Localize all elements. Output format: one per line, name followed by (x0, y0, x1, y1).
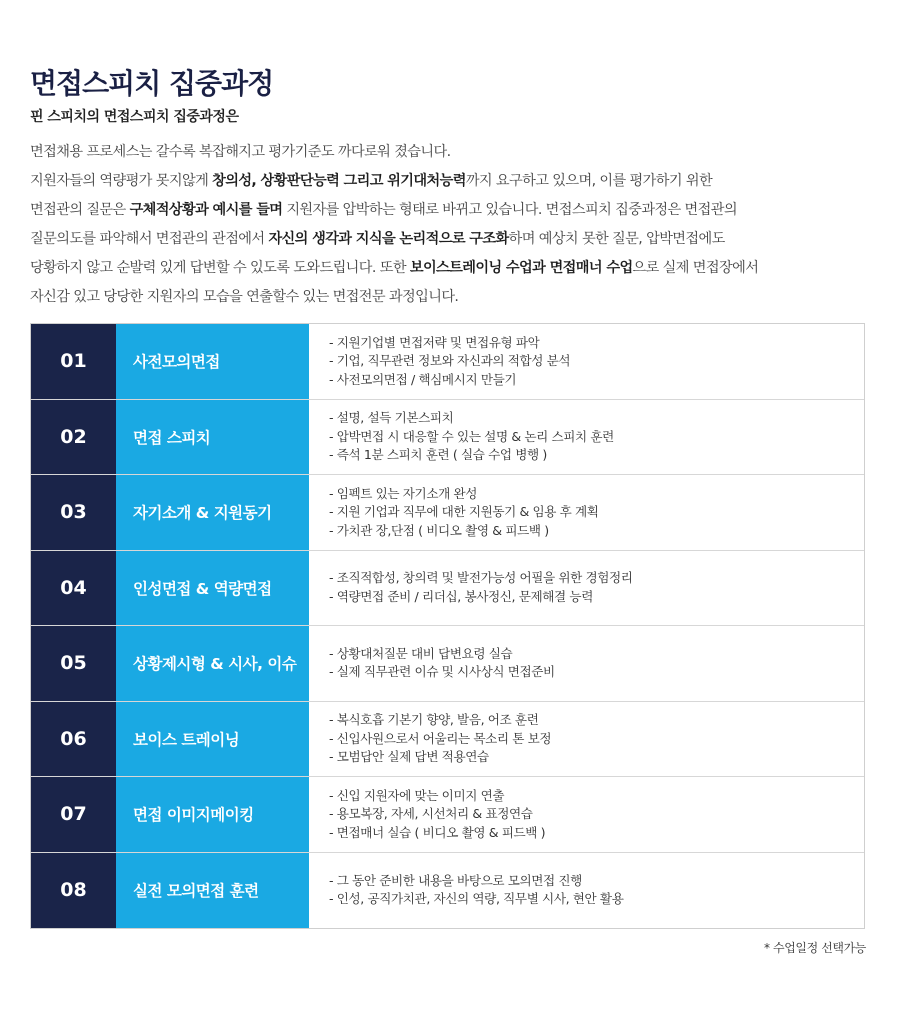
course-item: - 지원 기업과 직무에 대한 지원동기 & 임용 후 계획 (329, 504, 599, 519)
course-description (309, 400, 864, 475)
intro-segment: 면접채용 프로세스는 갈수록 복잡해지고 평가기준도 까다로워 졌습니다. (30, 144, 451, 160)
intro-segment: 자신감 있고 당당한 지원자의 모습을 연출할수 있는 면접전문 과정입니다. (30, 289, 459, 305)
intro-text (30, 138, 880, 312)
intro-line (30, 283, 880, 312)
course-description (309, 853, 864, 929)
course-description (309, 702, 864, 777)
course-description (309, 324, 864, 399)
intro-line (30, 196, 880, 225)
course-row (31, 551, 864, 627)
course-description (309, 475, 864, 550)
course-number: 01 (31, 324, 116, 399)
intro-segment: 으로 실제 면접장에서 (632, 260, 759, 276)
intro-highlight: 보이스트레이닝 수업과 면접매너 수업 (409, 260, 633, 276)
course-name: 실전 모의면접 훈련 (116, 853, 309, 929)
page-title: 면접스피치 집중과정 (30, 67, 274, 100)
course-number: 03 (31, 475, 116, 550)
course-item: - 지원기업별 면접저략 및 면접유형 파악 (329, 334, 540, 350)
intro-line (30, 138, 880, 167)
course-item: - 사전모의면접 / 핵심메시지 만들기 (329, 371, 517, 387)
course-name: 상황제시형 & 시사, 이슈 (116, 626, 309, 701)
course-name: 사전모의면접 (116, 324, 309, 399)
course-item: - 기업, 직무관련 정보와 자신과의 적합성 분석 (329, 353, 571, 368)
page-subtitle: 핀 스피치의 면접스피치 집중과정은 (30, 109, 239, 125)
course-row (31, 626, 864, 702)
course-item: - 압박면접 시 대응할 수 있는 설명 & 논리 스피치 훈련 (329, 428, 614, 444)
course-row (31, 777, 864, 853)
course-description (309, 551, 864, 626)
course-number: 06 (31, 702, 116, 777)
intro-highlight: 창의성, 상황판단능력 그리고 위기대처능력 (212, 173, 466, 189)
course-name: 면접 스피치 (116, 400, 309, 475)
intro-highlight: 자신의 생각과 지식을 논리적으로 구조화 (268, 231, 509, 247)
course-number: 08 (31, 853, 116, 929)
course-item: - 임펙트 있는 자기소개 완성 (329, 485, 477, 501)
course-name: 인성면접 & 역량면접 (116, 551, 309, 626)
course-row (31, 702, 864, 778)
intro-line (30, 225, 880, 254)
course-row (31, 324, 864, 400)
course-name: 보이스 트레이닝 (116, 702, 309, 777)
schedule-note: * 수업일정 선택가능 (764, 941, 866, 955)
intro-segment: 당황하지 않고 순발력 있게 답변할 수 있도록 도와드립니다. 또한 (30, 260, 410, 276)
course-row (31, 853, 864, 929)
course-item: - 가치관 장,단점 ( 비디오 촬영 & 피드백 ) (329, 522, 549, 538)
intro-segment: 까지 요구하고 있으며, 이를 평가하기 위한 (465, 173, 713, 189)
course-item: - 모범답안 실제 답변 적용연습 (329, 749, 489, 764)
course-item: - 용모복장, 자세, 시선처리 & 표정연습 (329, 806, 533, 821)
course-item: - 즉석 1분 스피치 훈련 ( 실습 수업 병행 ) (329, 447, 547, 462)
course-name: 면접 이미지메이킹 (116, 777, 309, 852)
course-number: 05 (31, 626, 116, 701)
course-table (30, 323, 865, 929)
course-item: - 실제 직무관련 이슈 및 시사상식 면접준비 (329, 664, 555, 680)
course-name: 자기소개 & 지원동기 (116, 475, 309, 550)
course-item: - 설명, 설득 기본스피치 (329, 410, 454, 425)
course-item: - 복식호흡 기본기 향양, 발음, 어조 훈련 (329, 712, 539, 727)
course-number: 02 (31, 400, 116, 475)
intro-line (30, 254, 880, 283)
course-number: 07 (31, 777, 116, 852)
intro-segment: 하며 예상치 못한 질문, 압박면접에도 (508, 231, 725, 247)
course-number: 04 (31, 551, 116, 626)
course-row (31, 475, 864, 551)
intro-segment: 질문의도를 파악해서 면접관의 관점에서 (30, 231, 269, 247)
course-row (31, 400, 864, 476)
course-item: - 조직적합성, 창의력 및 발전가능성 어필을 위한 경험정리 (329, 570, 633, 586)
course-item: - 신입사원으로서 어울리는 목소리 톤 보정 (329, 730, 552, 746)
course-description (309, 626, 864, 701)
course-item: - 신입 지원자에 맞는 이미지 연출 (329, 787, 505, 803)
course-item: - 인성, 공직가치관, 자신의 역량, 직무별 시사, 현안 활용 (329, 891, 624, 907)
intro-highlight: 구체적상황과 예시를 들며 (129, 202, 283, 218)
course-item: - 그 동안 준비한 내용을 바탕으로 모의면접 진행 (329, 872, 582, 888)
course-description (309, 777, 864, 852)
course-item: - 역량면접 준비 / 리더십, 봉사정신, 문제해결 능력 (329, 588, 593, 604)
intro-line (30, 167, 880, 196)
intro-segment: 지원자를 압박하는 형태로 바뀌고 있습니다. 면접스피치 집중과정은 면접관의 (282, 202, 737, 218)
course-item: - 상황대처질문 대비 답변요령 실습 (329, 645, 513, 661)
intro-segment: 지원자들의 역량평가 못지않게 (30, 173, 213, 189)
course-item: - 면접매너 실습 ( 비디오 촬영 & 피드백 ) (329, 824, 546, 840)
intro-segment: 면접관의 질문은 (30, 202, 130, 218)
